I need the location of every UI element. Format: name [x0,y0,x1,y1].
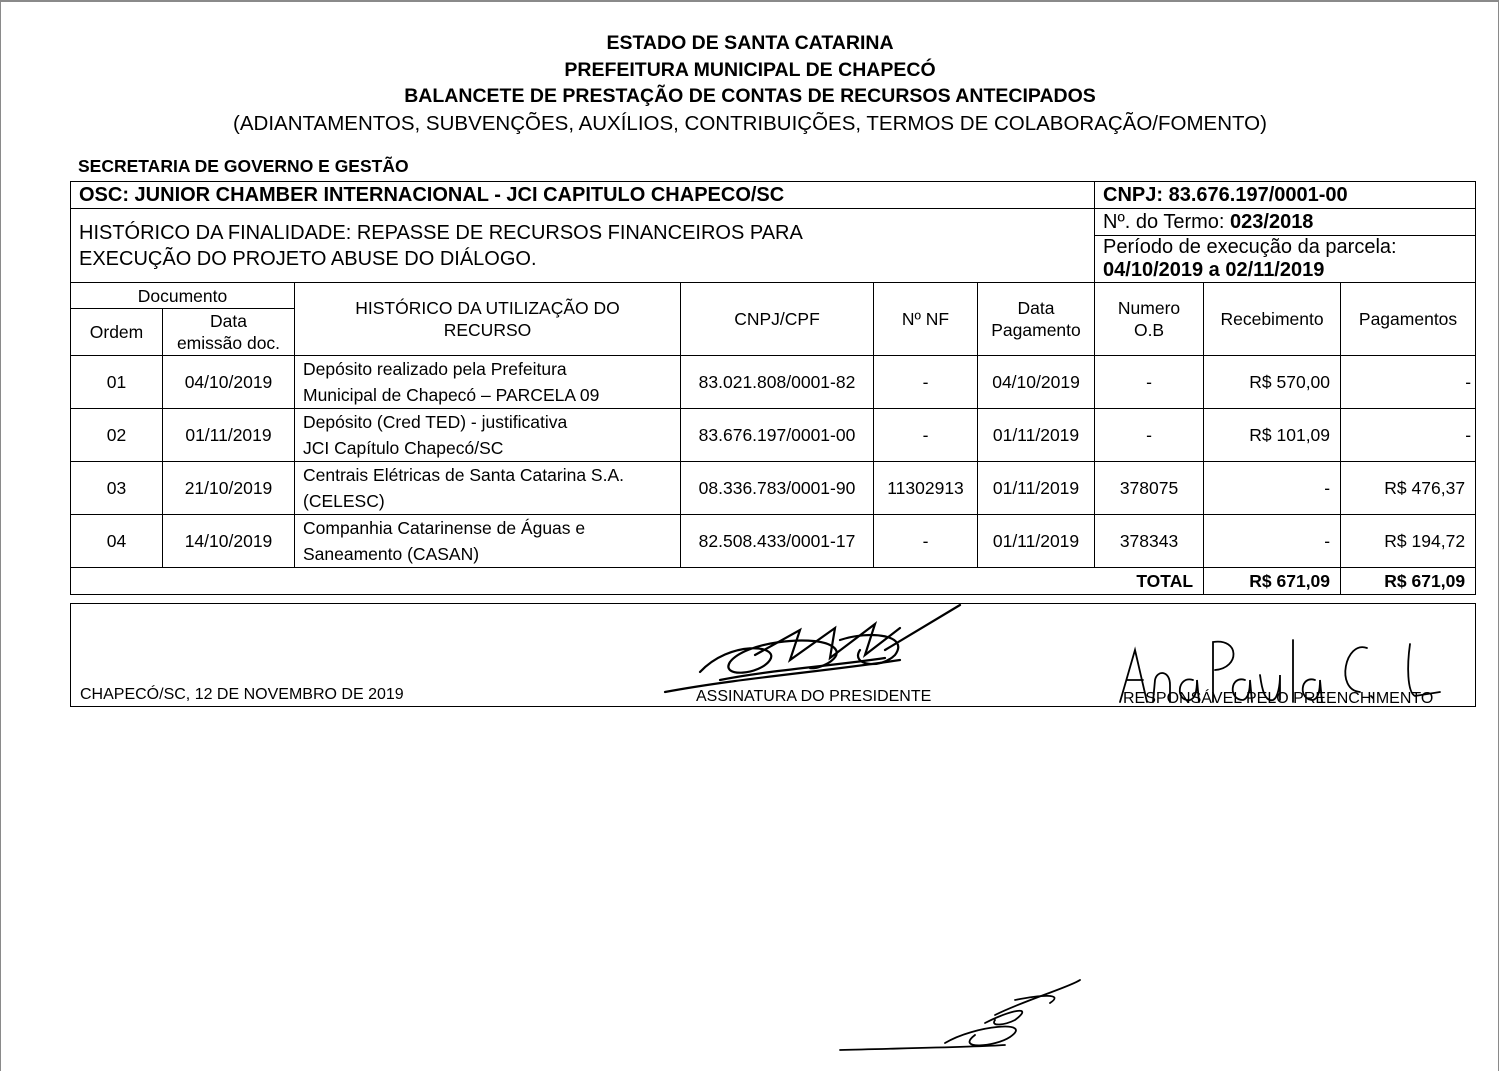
document-header [0,30,1500,137]
col-documento: Documento [71,283,295,309]
osc-row [71,182,1476,209]
col-data-emissao-line2: emissão doc. [176,333,281,353]
cell-ordem: 01 [71,356,163,409]
col-numero-ob [1095,283,1204,356]
cell-data-pagamento: 01/11/2019 [978,409,1095,462]
cell-ordem: 02 [71,409,163,462]
col-historico-line1: HISTÓRICO DA UTILIZAÇÃO DO [355,298,620,318]
cell-ordem: 04 [71,515,163,568]
header-prefeitura: PREFEITURA MUNICIPAL DE CHAPECÓ [564,58,936,81]
cell-recebimento: - [1204,515,1341,568]
cell-pagamentos: R$ 194,72 [1341,515,1476,568]
cell-ob: - [1095,409,1204,462]
local-data: CHAPECÓ/SC, 12 DE NOVEMBRO DE 2019 [80,686,404,703]
historico-row [71,209,1476,236]
total-label: TOTAL [71,568,1204,595]
initials-signature [835,975,1095,1055]
col-ordem: Ordem [71,309,163,356]
col-data-emissao [163,309,295,356]
table-row [71,515,1476,568]
total-row [71,568,1476,595]
header-state: ESTADO DE SANTA CATARINA [606,32,894,54]
cell-cnpj: 08.336.783/0001-90 [681,462,874,515]
cell-data: 14/10/2019 [163,515,295,568]
cell-historico [295,356,681,409]
cell-recebimento: R$ 101,09 [1204,409,1341,462]
col-data-pagamento-line2: Pagamento [991,320,1081,340]
cell-cnpj: 83.676.197/0001-00 [681,409,874,462]
president-signature [660,600,970,700]
historico-line-1: HISTÓRICO DA FINALIDADE: REPASSE DE RECURSOS FINANCEIROS PARA [79,221,803,244]
cell-recebimento: - [1204,462,1341,515]
cell-historico-line1: Depósito (Cred TED) - justificativa [303,412,568,432]
periodo-cell [1095,236,1476,283]
responsavel-label: RESPONSÁVEL PELO PREENCHIMENTO [1123,690,1434,707]
col-recebimento: Recebimento [1204,283,1341,356]
cell-historico-line2: (CELESC) [303,491,385,511]
cell-nf: - [874,356,978,409]
termo-value: 023/2018 [1230,210,1314,233]
cell-data: 04/10/2019 [163,356,295,409]
cell-data: 01/11/2019 [163,409,295,462]
cell-ob: 378343 [1095,515,1204,568]
cell-ob: - [1095,356,1204,409]
cell-historico [295,462,681,515]
cell-pagamentos: R$ 476,37 [1341,462,1476,515]
col-numero-ob-line1: Numero [1117,298,1181,318]
col-pagamentos: Pagamentos [1341,283,1476,356]
cell-historico [295,409,681,462]
col-cnpj-cpf: CNPJ/CPF [681,283,874,356]
historico-finalidade [71,209,1095,283]
cell-nf: 11302913 [874,462,978,515]
table-row [71,409,1476,462]
historico-line-2: EXECUÇÃO DO PROJETO ABUSE DO DIÁLOGO. [79,247,537,270]
col-nf: Nº NF [874,283,978,356]
cell-historico-line1: Depósito realizado pela Prefeitura [303,359,567,379]
cell-historico-line1: Companhia Catarinense de Águas e [303,518,586,538]
cell-historico-line1: Centrais Elétricas de Santa Catarina S.A. [303,465,624,485]
cell-data-pagamento: 04/10/2019 [978,356,1095,409]
header-title: BALANCETE DE PRESTAÇÃO DE CONTAS DE RECURSOS ANTECIPADOS [404,85,1096,107]
cell-historico-line2: Saneamento (CASAN) [303,544,480,564]
osc-cnpj: CNPJ: 83.676.197/0001-00 [1095,182,1476,209]
cell-data: 21/10/2019 [163,462,295,515]
header-row-1 [71,283,1476,309]
cell-cnpj: 83.021.808/0001-82 [681,356,874,409]
col-historico [295,283,681,356]
cell-historico-line2: JCI Capítulo Chapecó/SC [303,438,504,458]
cell-pagamentos: - [1341,356,1476,409]
osc-name: OSC: JUNIOR CHAMBER INTERNACIONAL - JCI CAPITULO CHAPECO/SC [71,182,1095,209]
periodo-label: Período de execução da parcela: [1103,236,1397,258]
cell-data-pagamento: 01/11/2019 [978,515,1095,568]
header-subtitle: (ADIANTAMENTOS, SUBVENÇÕES, AUXÍLIOS, CONTRIBUIÇÕES, TERMOS DE COLABORAÇÃO/FOMENTO) [233,111,1267,135]
table-row [71,356,1476,409]
cell-historico-line2: Municipal de Chapecó – PARCELA 09 [303,385,600,405]
cell-cnpj: 82.508.433/0001-17 [681,515,874,568]
secretaria-label: SECRETARIA DE GOVERNO E GESTÃO [78,156,409,176]
balancete-table [70,181,1476,595]
cell-nf: - [874,409,978,462]
col-data-emissao-line1: Data [210,311,247,331]
cell-data-pagamento: 01/11/2019 [978,462,1095,515]
table-row [71,462,1476,515]
termo-label: Nº. do Termo: [1103,210,1231,233]
responsible-signature [1115,630,1445,710]
col-historico-line2: RECURSO [443,320,532,340]
cell-historico [295,515,681,568]
cell-ob: 378075 [1095,462,1204,515]
cell-recebimento: R$ 570,00 [1204,356,1341,409]
col-data-pagamento-line1: Data [1017,298,1055,318]
total-pagamentos: R$ 671,09 [1341,568,1476,595]
periodo-value: 04/10/2019 a 02/11/2019 [1103,259,1325,281]
col-numero-ob-line2: O.B [1133,320,1165,340]
total-recebimento: R$ 671,09 [1204,568,1341,595]
termo-cell [1095,209,1476,236]
col-data-pagamento [978,283,1095,356]
cell-ordem: 03 [71,462,163,515]
cell-pagamentos: - [1341,409,1476,462]
assinatura-presidente-label: ASSINATURA DO PRESIDENTE [696,688,932,705]
cell-nf: - [874,515,978,568]
